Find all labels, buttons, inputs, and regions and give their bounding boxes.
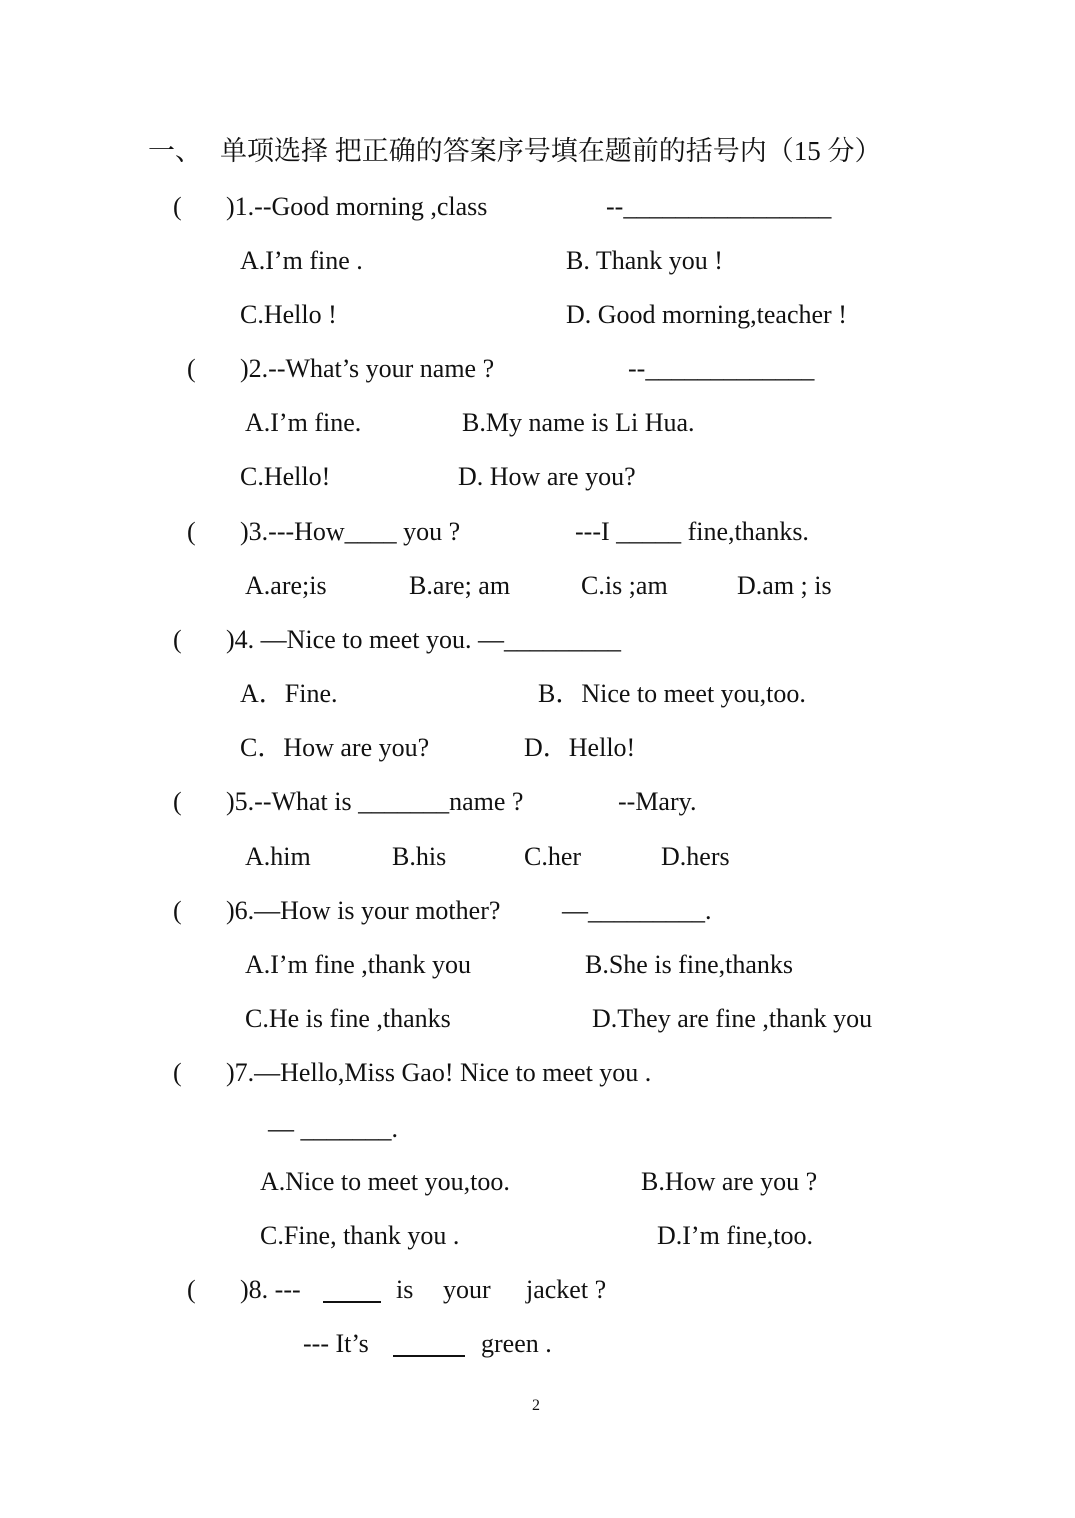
q8-stem-start: )8. --- bbox=[240, 1275, 301, 1304]
q2-stem: )2.--What’s your name ? bbox=[240, 354, 495, 383]
q5-option-d: D.hers bbox=[661, 842, 730, 871]
q1-option-b: B. Thank you ! bbox=[566, 246, 723, 275]
q8-stem-jacket: jacket ? bbox=[526, 1275, 607, 1304]
q3-option-b: B.are; am bbox=[409, 571, 511, 600]
q3-reply: ---I _____ fine,thanks. bbox=[575, 517, 809, 546]
q2-reply: --_____________ bbox=[628, 354, 815, 383]
q4-option-b: B．Nice to meet you,too. bbox=[538, 679, 806, 708]
q7-option-a: A.Nice to meet you,too. bbox=[260, 1167, 510, 1196]
q1-reply: --________________ bbox=[606, 192, 832, 221]
q2-option-b: B.My name is Li Hua. bbox=[462, 408, 695, 437]
q6-option-a: A.I’m fine ,thank you bbox=[245, 950, 472, 979]
q6-reply: —_________. bbox=[562, 896, 712, 925]
q3-paren: ( bbox=[187, 517, 196, 546]
q5-paren: ( bbox=[173, 787, 182, 816]
q8-stem-your: your bbox=[443, 1275, 491, 1304]
q5-reply: --Mary. bbox=[618, 787, 697, 816]
q6-option-d: D.They are fine ,thank you bbox=[592, 1004, 873, 1033]
q5-option-c: C.her bbox=[524, 842, 582, 871]
q1-option-a: A.I’m fine . bbox=[240, 246, 363, 275]
q7-option-b: B.How are you ? bbox=[641, 1167, 818, 1196]
q8-reply-end: green . bbox=[481, 1329, 552, 1358]
q2-option-d: D. How are you? bbox=[458, 462, 636, 491]
q8-blank-2[interactable] bbox=[393, 1355, 465, 1357]
q7-option-c: C.Fine, thank you . bbox=[260, 1221, 460, 1250]
q7-reply: — _______. bbox=[268, 1114, 398, 1143]
q5-option-a: A.him bbox=[245, 842, 311, 871]
q2-paren: ( bbox=[187, 354, 196, 383]
q4-option-d: D．Hello! bbox=[524, 733, 636, 762]
section-title: 单项选择 把正确的答案序号填在题前的括号内（15 分） bbox=[220, 136, 882, 166]
page-number: 2 bbox=[532, 1397, 540, 1414]
q4-option-c: C．How are you? bbox=[240, 733, 430, 762]
section-number: 一、 bbox=[148, 136, 202, 166]
q5-stem: )5.--What is _______name ? bbox=[226, 787, 524, 816]
q6-option-c: C.He is fine ,thanks bbox=[245, 1004, 451, 1033]
q2-option-c: C.Hello! bbox=[240, 462, 331, 491]
q6-option-b: B.She is fine,thanks bbox=[585, 950, 793, 979]
q7-paren: ( bbox=[173, 1058, 182, 1087]
q7-stem: )7.—Hello,Miss Gao! Nice to meet you . bbox=[226, 1058, 652, 1087]
q8-reply-start: --- It’s bbox=[303, 1329, 369, 1358]
q8-paren: ( bbox=[187, 1275, 196, 1304]
q6-paren: ( bbox=[173, 896, 182, 925]
q5-option-b: B.his bbox=[392, 842, 447, 871]
q3-option-a: A.are;is bbox=[245, 571, 327, 600]
q2-option-a: A.I’m fine. bbox=[245, 408, 362, 437]
q1-option-c: C.Hello ! bbox=[240, 300, 337, 329]
q1-paren: ( bbox=[173, 192, 182, 221]
q6-stem: )6.—How is your mother? bbox=[226, 896, 501, 925]
q4-stem: )4. —Nice to meet you. —_________ bbox=[226, 625, 621, 654]
q4-paren: ( bbox=[173, 625, 182, 654]
q1-option-d: D. Good morning,teacher ! bbox=[566, 300, 847, 329]
q8-stem-is: is bbox=[396, 1275, 414, 1304]
q1-stem: )1.--Good morning ,class bbox=[226, 192, 488, 221]
q4-option-a: A．Fine. bbox=[240, 679, 338, 708]
q3-option-c: C.is ;am bbox=[581, 571, 668, 600]
q7-option-d: D.I’m fine,too. bbox=[657, 1221, 813, 1250]
q3-stem: )3.---How____ you ? bbox=[240, 517, 461, 546]
q8-blank-1[interactable] bbox=[323, 1301, 381, 1303]
q3-option-d: D.am ; is bbox=[737, 571, 832, 600]
